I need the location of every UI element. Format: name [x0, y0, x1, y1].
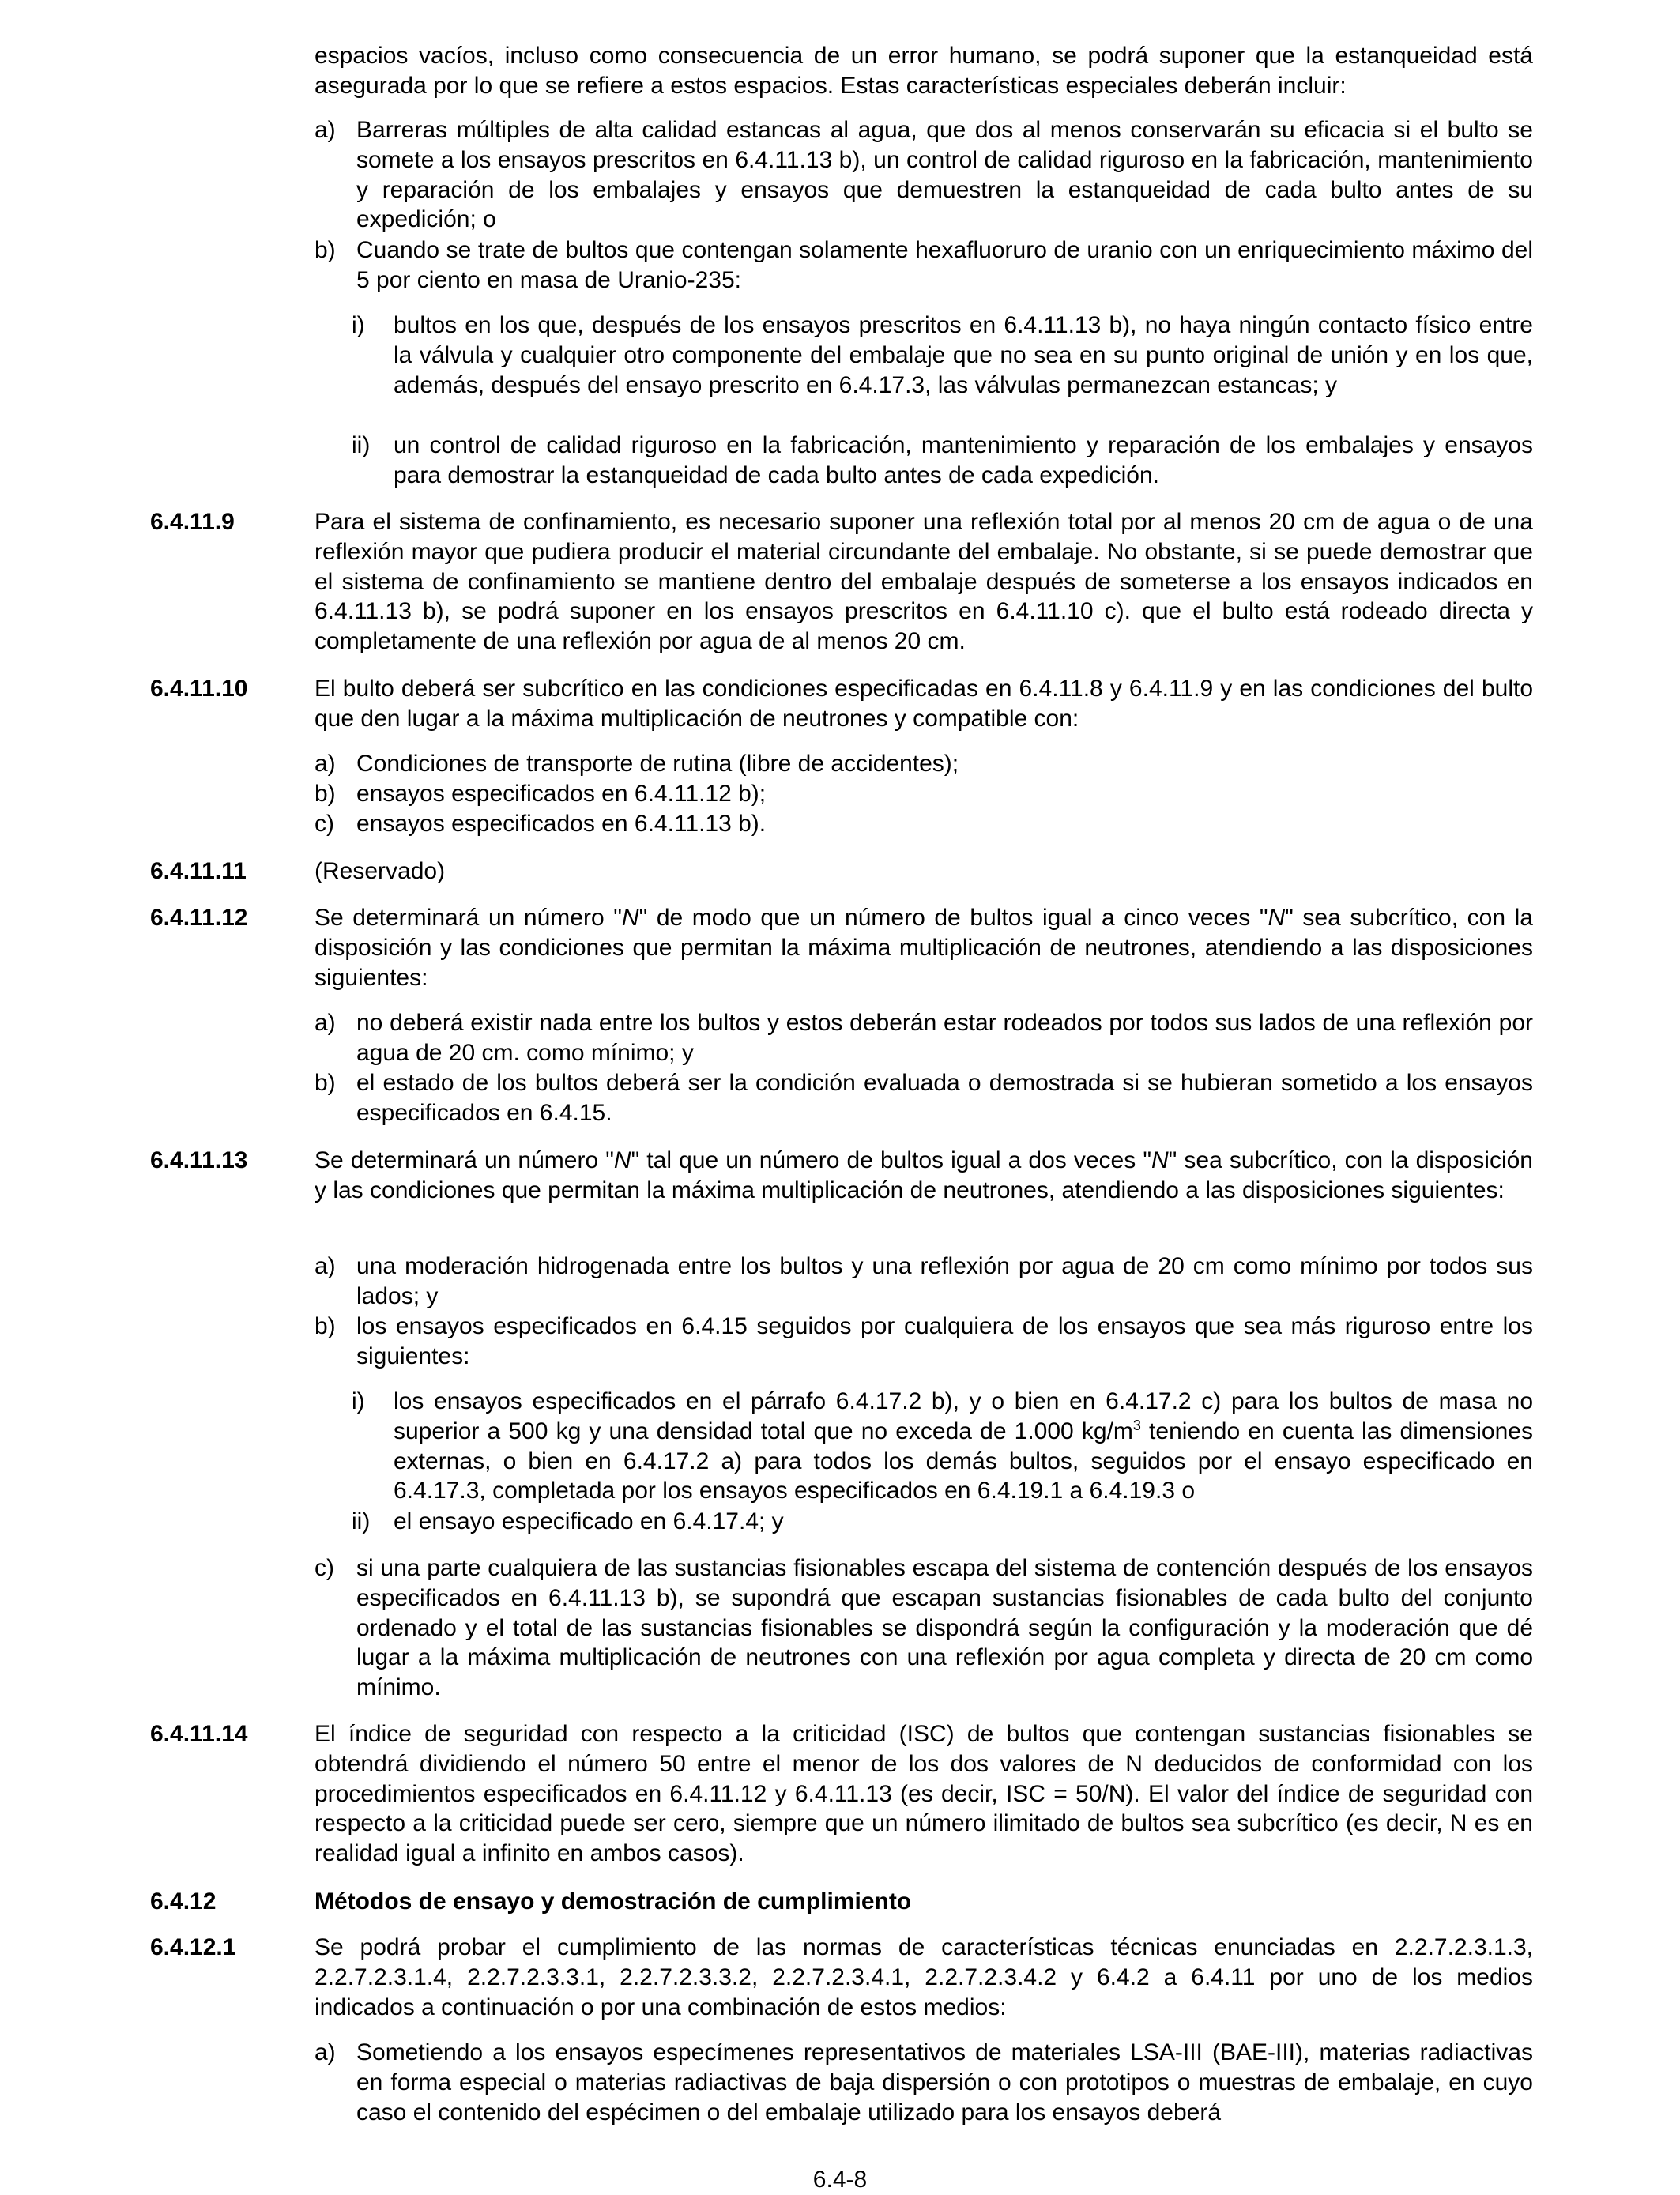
- section-number: 6.4.12: [150, 1888, 217, 1915]
- section-number: 6.4.12.1: [150, 1934, 236, 1960]
- section-text: (Reservado): [315, 858, 446, 884]
- section-text: El bulto deberá ser subcrítico en las condiciones especificadas en 6.4.11.8 y 6.4.11.9 y en las condiciones del bulto que den lugar a la máxima multiplicación de neutrones y compatible con:: [315, 676, 1533, 732]
- sublist-label: i): [352, 1388, 365, 1414]
- list-label: c): [315, 811, 334, 837]
- list-label: a): [315, 1010, 336, 1036]
- list-item: una moderación hidrogenada entre los bultos y una reflexión por agua de 20 cm como mínimo por todos sus lados; y: [356, 1253, 1533, 1309]
- section-number: 6.4.11.9: [150, 509, 235, 535]
- list-item: no deberá existir nada entre los bultos y estos deberán estar rodeados por todos sus lados de una reflexión por agua de 20 cm. como mínimo; y: [356, 1010, 1533, 1066]
- list-item: ensayos especificados en 6.4.11.12 b);: [356, 781, 767, 807]
- list-label: c): [315, 1555, 334, 1581]
- section-text: Se determinará un número "N" de modo que un número de bultos igual a cinco veces "N" sea subcrítico, con la disposición y las condiciones que permitan la máxima multiplicación de neutrones, atendiendo a las disposiciones siguientes:: [315, 905, 1533, 991]
- list-item: Condiciones de transporte de rutina (libre de accidentes);: [356, 751, 959, 777]
- list-label: b): [315, 1313, 336, 1339]
- list-label: b): [315, 237, 336, 263]
- list-item: si una parte cualquiera de las sustancias fisionables escapa del sistema de contención después de los ensayos especificados en 6.4.11.13 b), se supondrá que escapan sustancias fisionables de cada bulto del conjunto ordenado y el total de las sustancias fisionables se dispondrá según la configuración y la moderación que dé lugar a la máxima multiplicación de neutrones con una reflexión por agua completa y directa de 20 cm como mínimo.: [356, 1555, 1533, 1701]
- list-item: Barreras múltiples de alta calidad estancas al agua, que dos al menos conservarán su eficacia si el bulto se somete a los ensayos prescritos en 6.4.11.13 b), un control de calidad riguroso en la fabricación, mantenimiento y reparación de los embalajes y ensayos que demuestren la estanqueidad de cada bulto antes de su expedición; o: [356, 117, 1533, 233]
- list-item: el estado de los bultos deberá ser la condición evaluada o demostrada si se hubieran sometido a los ensayos especificados en 6.4.15.: [356, 1070, 1533, 1126]
- list-label: a): [315, 2039, 336, 2065]
- sublist-item: bultos en los que, después de los ensayos prescritos en 6.4.11.13 b), no haya ningún contacto físico entre la válvula y cualquier otro componente del embalaje que no sea en su punto original de unión y en los que, además, después del ensayo prescrito en 6.4.17.3, las válvulas permanezcan estancas; y: [394, 312, 1533, 398]
- list-item: Sometiendo a los ensayos especímenes representativos de materiales LSA-III (BAE-III), materias radiactivas en forma especial o materias radiactivas de baja dispersión o con prototipos o muestras de embalaje, en cuyo caso el contenido del espécimen o del embalaje utilizado para los ensayos deberá: [356, 2039, 1533, 2125]
- section-number: 6.4.11.14: [150, 1721, 248, 1747]
- sublist-label: ii): [352, 432, 371, 458]
- section-text: Se podrá probar el cumplimiento de las normas de características técnicas enunciadas en 2.2.7.2.3.1.3, 2.2.7.2.3.1.4, 2.2.7.2.3.3.1, 2.2.7.2.3.3.2, 2.2.7.2.3.4.1, 2.2.7.2.3.4.2 y 6.4.2 a 6.4.11 por uno de los medios indicados a continuación o por una combinación de estos medios:: [315, 1934, 1533, 2020]
- list-label: a): [315, 117, 336, 143]
- section-number: 6.4.11.12: [150, 905, 248, 931]
- section-text: Se determinará un número "N" tal que un número de bultos igual a dos veces "N" sea subcrítico, con la disposición y las condiciones que permitan la máxima multiplicación de neutrones, atendiendo a las disposiciones siguientes:: [315, 1147, 1533, 1203]
- section-text: Para el sistema de confinamiento, es necesario suponer una reflexión total por al menos 20 cm de agua o de una reflexión mayor que pudiera producir el material circundante del embalaje. No obstante, si se puede demostrar que el sistema de confinamiento se mantiene dentro del embalaje después de someterse a los ensayos indicados en 6.4.11.13 b), se podrá suponer en los ensayos prescritos en 6.4.11.10 c). que el bulto está rodeado directa y completamente de una reflexión por agua de al menos 20 cm.: [315, 509, 1533, 655]
- sublist-label: i): [352, 312, 365, 338]
- sublist-item: los ensayos especificados en el párrafo 6.4.17.2 b), y o bien en 6.4.17.2 c) para los bultos de masa no superior a 500 kg y una densidad total que no exceda de 1.000 $kg/m^3$ teniendo en cuenta las dimensiones externas, o bien en 6.4.17.2 a) para todos los demás bultos, seguidos por el ensayo especificado en 6.4.17.3, completada por los ensayos especificados en 6.4.19.1 a 6.4.19.3 o: [394, 1388, 1533, 1504]
- list-label: b): [315, 781, 336, 807]
- list-label: a): [315, 1253, 336, 1279]
- section-heading: Métodos de ensayo y demostración de cumplimiento: [315, 1888, 912, 1915]
- section-number: 6.4.11.13: [150, 1147, 248, 1173]
- list-item: ensayos especificados en 6.4.11.13 b).: [356, 811, 767, 837]
- section-number: 6.4.11.11: [150, 858, 247, 884]
- list-item: Cuando se trate de bultos que contengan solamente hexafluoruro de uranio con un enriquecimiento máximo del 5 por ciento en masa de Uranio-235:: [356, 237, 1533, 293]
- sublist-item: un control de calidad riguroso en la fabricación, mantenimiento y reparación de los embalajes y ensayos para demostrar la estanqueidad de cada bulto antes de cada expedición.: [394, 432, 1533, 488]
- intro-paragraph: espacios vacíos, incluso como consecuencia de un error humano, se podrá suponer que la estanqueidad está asegurada por lo que se refiere a estos espacios. Estas características especiales deberán incluir:: [315, 43, 1533, 99]
- section-text: El índice de seguridad con respecto a la criticidad (ISC) de bultos que contengan sustancias fisionables se obtendrá dividiendo el número 50 entre el menor de los dos valores de N deducidos de conformidad con los procedimientos especificados en 6.4.11.12 y 6.4.11.13 (es decir, ISC = 50/N). El valor del índice de seguridad con respecto a la criticidad puede ser cero, siempre que un número ilimitado de bultos sea subcrítico (es decir, N es en realidad igual a infinito en ambos casos).: [315, 1721, 1533, 1867]
- sublist-item: el ensayo especificado en 6.4.17.4; y: [394, 1508, 784, 1534]
- sublist-label: ii): [352, 1508, 371, 1534]
- list-label: a): [315, 751, 336, 777]
- section-number: 6.4.11.10: [150, 676, 248, 702]
- page-number: 6.4-8: [812, 2167, 868, 2193]
- list-label: b): [315, 1070, 336, 1096]
- list-item: los ensayos especificados en 6.4.15 seguidos por cualquiera de los ensayos que sea más riguroso entre los siguientes:: [356, 1313, 1533, 1369]
